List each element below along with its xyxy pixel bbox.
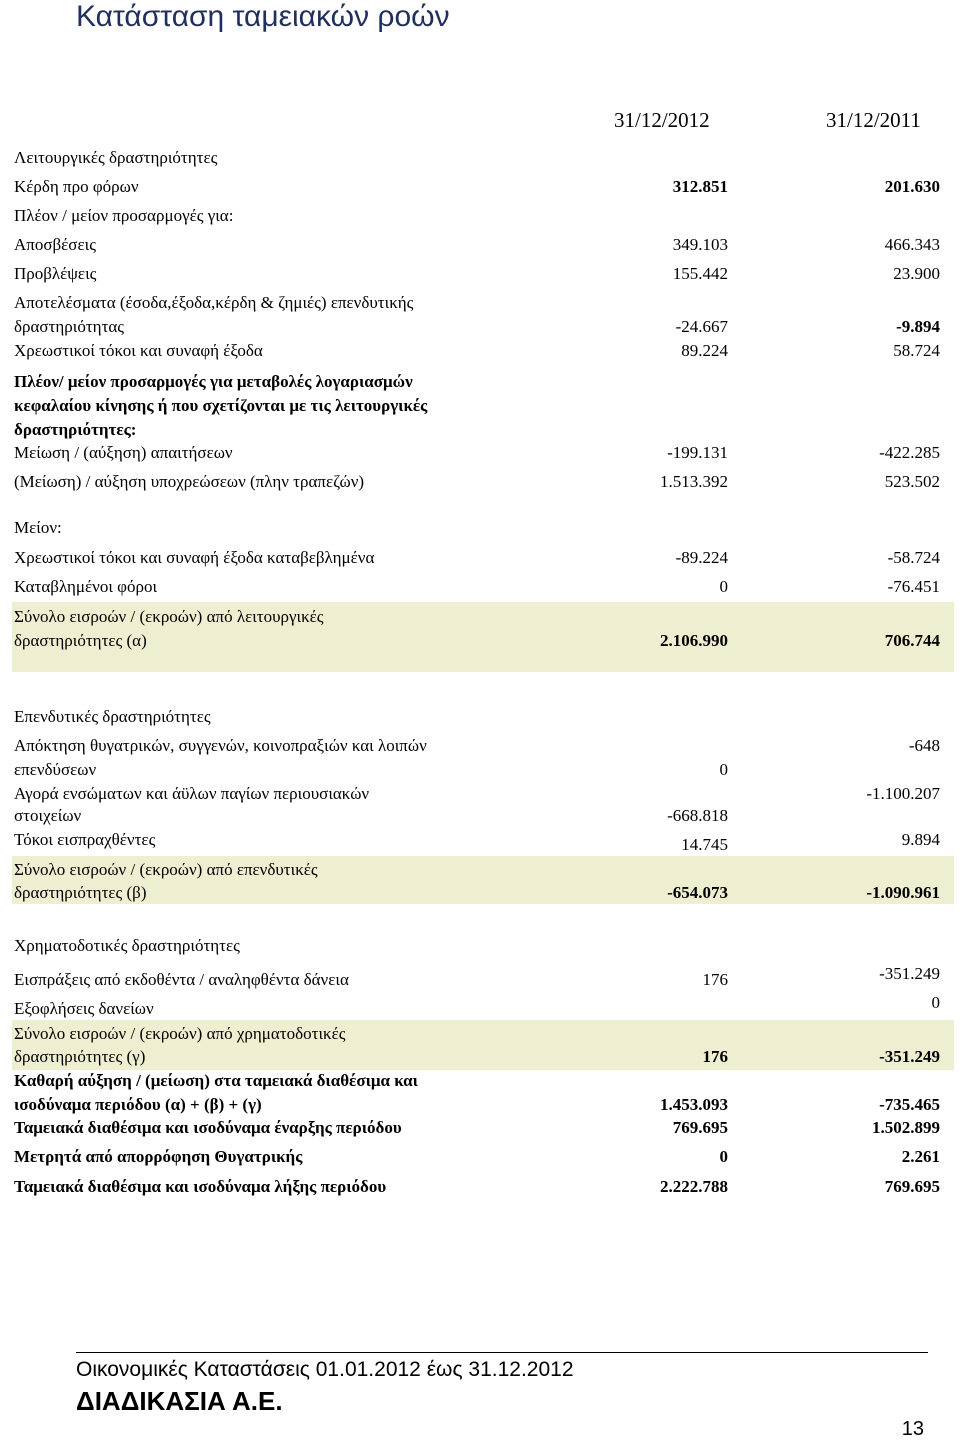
page-title: Κατάσταση ταμειακών ροών bbox=[76, 0, 450, 33]
footer-company: ΔΙΑΔΙΚΑΣΙΑ Α.Ε. bbox=[76, 1386, 283, 1416]
page-number: 13 bbox=[901, 1418, 924, 1440]
column-header-2012: 31/12/2012 bbox=[614, 108, 710, 132]
footer-period: Οικονομικές Καταστάσεις 01.01.2012 έως 31.12.2012 bbox=[76, 1358, 574, 1381]
footer-divider bbox=[76, 1352, 928, 1353]
column-header-2011: 31/12/2011 bbox=[826, 108, 921, 132]
